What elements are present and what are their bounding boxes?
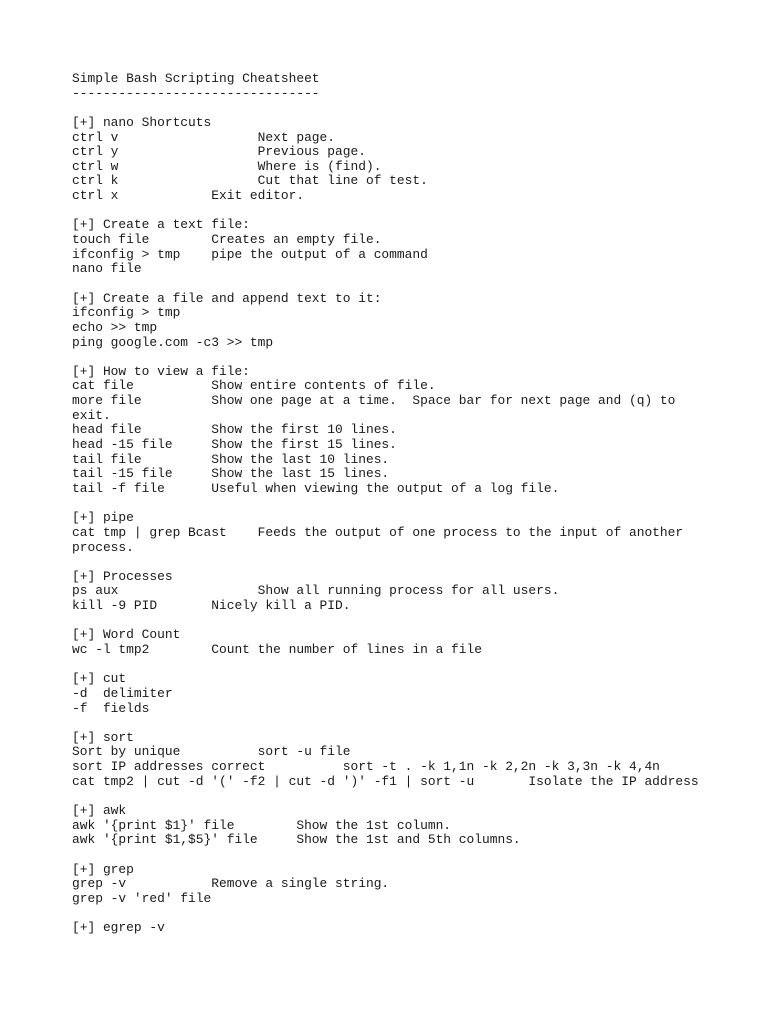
cheatsheet-document — [72, 72, 712, 936]
section-heading: [+] awk — [72, 803, 127, 819]
command-line: Sort by unique sort -u file — [72, 744, 351, 760]
command-line: -f fields — [72, 700, 150, 716]
command-line: ifconfig > tmp pipe the output of a command — [72, 246, 428, 262]
command-line: grep -v 'red' file — [72, 890, 212, 906]
command-line: ctrl x Exit editor. — [72, 188, 305, 204]
section-heading: [+] sort — [72, 729, 134, 745]
section-heading: [+] egrep -v — [72, 920, 165, 936]
blank-line — [72, 907, 712, 922]
section-heading: [+] Create a file and append text to it: — [72, 290, 382, 306]
section-heading: [+] cut — [72, 671, 127, 687]
command-line: touch file Creates an empty file. — [72, 232, 382, 248]
blank-line — [72, 497, 712, 512]
command-line: head -15 file Show the first 15 lines. — [72, 437, 397, 453]
blank-line — [72, 658, 712, 673]
section-heading: [+] Create a text file: — [72, 217, 250, 233]
command-line: cat tmp | grep Bcast Feeds the output of one process to the input of another — [72, 524, 684, 540]
command-line: sort IP addresses correct sort -t . -k 1,1n -k 2,2n -k 3,3n -k 4,4n — [72, 759, 660, 775]
blank-line — [72, 204, 712, 219]
section-heading: [+] Processes — [72, 568, 173, 584]
command-line: more file Show one page at a time. Space bar for next page and (q) to — [72, 393, 676, 409]
command-line: tail -f file Useful when viewing the output of a log file. — [72, 480, 560, 496]
command-line: tail file Show the last 10 lines. — [72, 451, 390, 467]
section-heading: [+] grep — [72, 861, 134, 877]
command-line: echo >> tmp — [72, 319, 158, 335]
blank-line — [72, 848, 712, 863]
command-line: tail -15 file Show the last 15 lines. — [72, 466, 390, 482]
command-line: -d delimiter — [72, 685, 173, 701]
command-line: awk '{print $1}' file Show the 1st column. — [72, 817, 452, 833]
command-line: head file Show the first 10 lines. — [72, 422, 397, 438]
blank-line — [72, 350, 712, 365]
command-line: ps aux Show all running process for all users. — [72, 583, 560, 599]
section-heading: [+] pipe — [72, 510, 134, 526]
command-line: wc -l tmp2 Count the number of lines in a file — [72, 641, 482, 657]
command-line: cat file Show entire contents of file. — [72, 378, 436, 394]
command-line: cat tmp2 | cut -d '(' -f2 | cut -d ')' -f1 | sort -u Isolate the IP address — [72, 773, 699, 789]
command-line: process. — [72, 539, 134, 555]
command-line: grep -v Remove a single string. — [72, 876, 390, 892]
document-title: Simple Bash Scripting Cheatsheet — [72, 71, 320, 86]
section-heading: [+] nano Shortcuts — [72, 114, 212, 130]
blank-line — [72, 614, 712, 629]
blank-line — [72, 101, 712, 116]
command-line: ctrl v Next page. — [72, 129, 336, 145]
command-line: kill -9 PID Nicely kill a PID. — [72, 598, 351, 614]
command-line: nano file — [72, 261, 142, 277]
section-heading: [+] Word Count — [72, 627, 181, 643]
title-underline: -------------------------------- — [72, 85, 320, 101]
command-line: ifconfig > tmp — [72, 305, 181, 321]
command-line: ctrl k Cut that line of test. — [72, 173, 428, 189]
section-heading: [+] How to view a file: — [72, 363, 250, 379]
command-line: awk '{print $1,$5}' file Show the 1st and 5th columns. — [72, 832, 521, 848]
command-line: ctrl y Previous page. — [72, 144, 366, 160]
blank-line — [72, 716, 712, 731]
command-line: ctrl w Where is (find). — [72, 158, 382, 174]
command-line: ping google.com -c3 >> tmp — [72, 334, 274, 350]
blank-line — [72, 555, 712, 570]
blank-line — [72, 789, 712, 804]
blank-line — [72, 277, 712, 292]
command-line: exit. — [72, 407, 111, 423]
